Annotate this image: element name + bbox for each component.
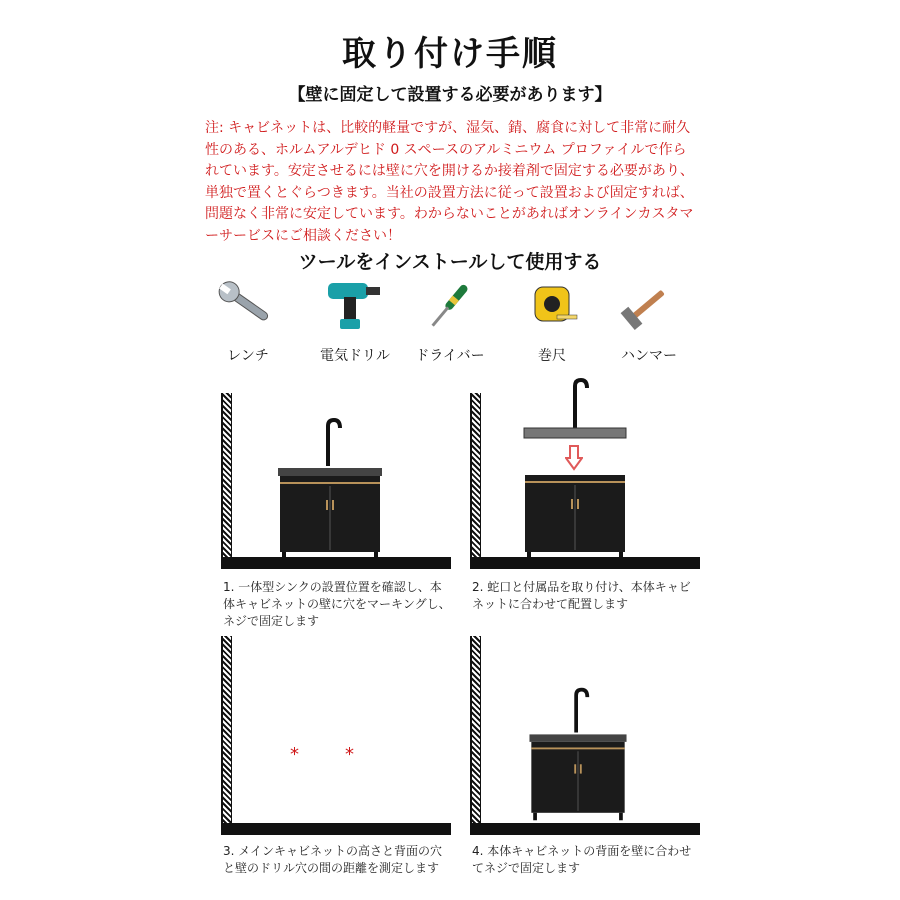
wall — [221, 636, 232, 833]
tool-wrench — [193, 275, 303, 365]
sink-with-faucet — [520, 378, 630, 440]
tool-screwdriver — [395, 275, 505, 365]
sink-cabinet — [522, 683, 634, 825]
tools-heading: ツールをインストールして使用する — [298, 251, 602, 273]
tool-label: レンチ — [227, 348, 269, 364]
page-title: 取り付け手順 — [342, 34, 558, 74]
tool-hammer — [594, 275, 704, 365]
step-1-caption: 1. 一体型シンクの設置位置を確認し、本体キャビネットの壁に穴をマーキングし、ネジで固定します — [223, 580, 451, 628]
tool-label: 巻尺 — [538, 348, 566, 364]
wall — [470, 636, 481, 833]
tool-label: ハンマー — [621, 348, 677, 364]
tool-label: ドライバー — [415, 348, 485, 364]
tool-label: 電気ドリル — [320, 348, 390, 364]
tool-tape-measure — [497, 275, 607, 365]
step-4-caption: 4. 本体キャビネットの背面を壁に合わせてネジで固定します — [472, 844, 692, 875]
cabinet-body — [520, 475, 630, 560]
installation-note: 注: キャビネットは、比較的軽量ですが、湿気、錆、腐食に対して非常に耐久性のある、ホルムアルデヒド 0 スペースのアルミニウム プロファイルで作られています。安定させるには壁に穴を開けるか接着剤で固定する必要があり、単独で置くとぐらつきます。当社の設置方法に従って設置および固定すれば、問題なく非常に安定しています。わからないことがあればオンラインカスタマーサービスにご相談ください！ — [205, 120, 694, 244]
screwdriver-icon — [415, 275, 485, 335]
wall — [470, 393, 481, 566]
down-arrow-icon — [565, 445, 583, 471]
wrench-icon — [213, 275, 283, 335]
wall — [221, 393, 232, 566]
drill-hole-mark-icon: * — [290, 744, 299, 765]
page-subtitle: 【壁に固定して設置する必要があります】 — [288, 85, 612, 105]
electric-drill-icon — [320, 275, 390, 335]
tool-electric-drill — [300, 275, 410, 365]
hammer-icon — [614, 275, 684, 335]
sink-cabinet — [270, 418, 390, 560]
tape-measure-icon — [517, 275, 587, 335]
step-2-caption: 2. 蛇口と付属品を取り付け、本体キャビネットに合わせて配置します — [472, 580, 691, 611]
floor — [221, 823, 451, 835]
step-3-caption: 3. メインキャビネットの高さと背面の穴と壁のドリル穴の間の距離を測定します — [223, 844, 443, 875]
drill-hole-mark-icon: * — [345, 744, 354, 765]
